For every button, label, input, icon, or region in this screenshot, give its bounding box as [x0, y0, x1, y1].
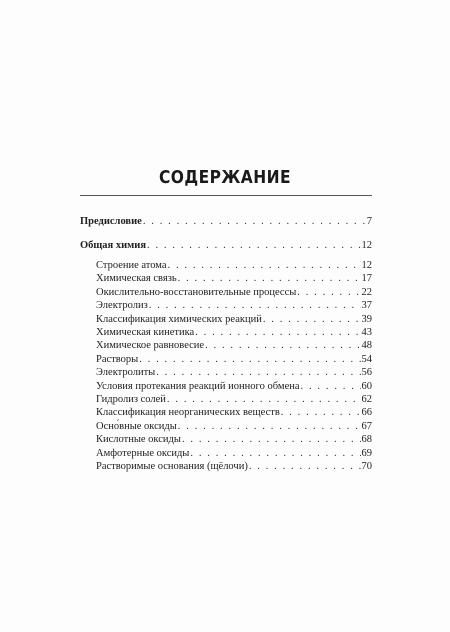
toc-entry-page: 62	[361, 394, 372, 405]
toc-entry-label: Химическая связь	[96, 273, 177, 285]
leader-dots	[195, 327, 360, 339]
leader-dots	[147, 240, 360, 252]
leader-dots	[168, 260, 361, 272]
toc-entry	[96, 340, 372, 352]
toc-entry	[96, 448, 372, 460]
toc-entry-page: 22	[361, 286, 372, 298]
leader-dots	[297, 287, 360, 299]
toc-entry-label: Химическая кинетика	[96, 327, 195, 338]
toc-entry-label: Окислительно-восстановительные процессы	[96, 286, 297, 298]
toc-entry-label: Гидролиз солей	[96, 394, 166, 405]
toc-entry-label: Классификация неорганических веществ	[96, 407, 280, 419]
toc-entry	[96, 273, 372, 285]
leader-dots	[143, 216, 366, 228]
page-title: СОДЕРЖАНИЕ	[159, 167, 291, 188]
toc-entry	[96, 354, 372, 366]
leader-dots	[178, 421, 361, 433]
toc-entry	[96, 260, 372, 272]
leader-dots	[281, 407, 361, 419]
toc-entry	[96, 461, 372, 473]
toc-entry-label: Растворимые основания (щёлочи)	[96, 461, 248, 472]
toc-entry	[96, 327, 372, 339]
toc-entry-page: 69	[361, 447, 372, 459]
toc-entry	[96, 381, 372, 393]
toc-entry-page: 66	[361, 407, 372, 419]
leader-dots	[167, 394, 361, 406]
toc-entry-page: 60	[361, 380, 372, 392]
toc-entry-label: Электролиты	[96, 367, 156, 379]
toc-entry-page: 17	[361, 273, 372, 285]
toc-entry-page: 12	[361, 240, 372, 251]
toc-entry	[96, 314, 372, 326]
leader-dots	[249, 461, 361, 473]
toc-entry-page: 12	[361, 260, 372, 271]
toc-entry-page: 54	[361, 353, 372, 365]
leader-dots	[190, 448, 360, 460]
toc-entry-page: 67	[361, 420, 372, 432]
leader-dots	[205, 340, 360, 352]
toc-entry-page: 68	[361, 434, 372, 446]
toc-entry	[96, 287, 372, 299]
toc-entry-label: Растворы	[96, 353, 139, 365]
toc-entry-label: Классификация химических реакций	[96, 313, 262, 325]
leader-dots	[301, 381, 361, 393]
toc-entry-label: Условия протекания реакций ионного обмена	[96, 380, 300, 392]
leader-dots	[178, 273, 361, 285]
toc-entry	[96, 434, 372, 446]
toc-entry-label: Кислотные оксиды	[96, 434, 181, 446]
toc-entry	[96, 367, 372, 379]
toc-entry-preface	[80, 216, 372, 228]
title-divider	[80, 195, 372, 196]
leader-dots	[182, 434, 361, 446]
toc-entry-page: 37	[361, 300, 372, 312]
toc-entry-page: 39	[361, 313, 372, 325]
toc-entry-label: Химическое равновесие	[96, 340, 205, 352]
toc-entry	[96, 300, 372, 312]
toc-entry-section	[80, 240, 372, 252]
toc-entry-page: 48	[361, 340, 372, 352]
toc-entry-label: Предисловие	[80, 216, 142, 227]
toc-entry-page: 7	[366, 216, 372, 227]
toc-entry-label: Осно́вные оксиды	[96, 420, 177, 432]
leader-dots	[139, 354, 360, 366]
toc-entry-label: Общая химия	[80, 240, 147, 251]
toc-entry-label: Электролиз	[96, 300, 148, 312]
leader-dots	[149, 300, 361, 312]
toc-entry-page: 43	[361, 327, 372, 338]
toc-entry-label: Амфотерные оксиды	[96, 447, 190, 459]
toc-entry	[96, 421, 372, 433]
leader-dots	[156, 367, 360, 379]
toc-entry-page: 70	[361, 461, 372, 472]
leader-dots	[263, 314, 361, 326]
toc-entry-label: Строение атома	[96, 260, 167, 271]
toc-entry	[96, 394, 372, 406]
toc-entry-page: 56	[361, 367, 372, 379]
toc-entry	[96, 407, 372, 419]
